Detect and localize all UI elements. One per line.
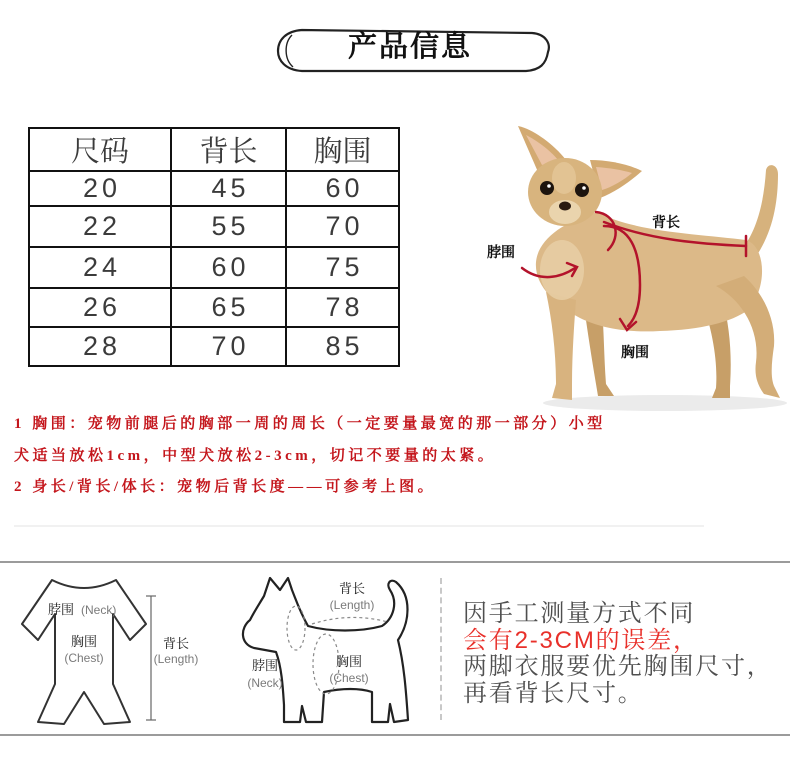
table-cell-back-length: 70 — [171, 327, 286, 366]
dog-eye-left — [540, 181, 554, 195]
dog-length-label-en: (Length) — [329, 598, 375, 612]
table-row — [29, 206, 399, 247]
faint-divider — [14, 525, 704, 527]
size-table — [28, 127, 400, 367]
garment-length-label-en: (Length) — [153, 652, 199, 666]
disclaimer-line: 再看背长尺寸。 — [463, 679, 644, 707]
dog-outline-diagram — [230, 570, 430, 735]
table-cell-chest: 70 — [286, 206, 399, 247]
page-title: 产品信息 — [347, 31, 472, 63]
table-cell-size: 24 — [29, 247, 171, 288]
garment-chest-label: 胸围 — [70, 634, 98, 649]
table-cell-chest: 78 — [286, 288, 399, 327]
note-line: 1 胸围：宠物前腿后的胸部一周的周长（一定要量最宽的那一部分）小型 — [14, 416, 606, 432]
table-cell-size: 20 — [29, 171, 171, 206]
section-divider-top — [0, 561, 790, 563]
measurement-disclaimer — [463, 601, 773, 707]
table-row — [29, 171, 399, 206]
note-line: 2 身长/背长/体长：宠物后背长度——可参考上图。 — [14, 479, 437, 495]
garment-length-label: 背长 — [162, 636, 190, 651]
dog-chest-label-en: (Chest) — [329, 671, 369, 685]
table-row — [29, 327, 399, 366]
length-dashed-arc — [312, 617, 388, 624]
disclaimer-line: 因手工测量方式不同 — [463, 600, 696, 627]
table-header-size: 尺码 — [29, 128, 171, 171]
table-cell-chest: 60 — [286, 171, 399, 206]
table-cell-back-length: 60 — [171, 247, 286, 288]
table-row — [29, 247, 399, 288]
garment-neck-label-en: (Neck) — [81, 603, 117, 617]
photo-label-back-length: 背长 — [652, 214, 680, 230]
photo-label-chest: 胸围 — [621, 344, 649, 360]
dog-chest-label: 胸围 — [335, 654, 363, 669]
dog-eye-right — [575, 183, 589, 197]
note-line: 犬适当放松1cm，中型犬放松2-3cm，切记不要量的太紧。 — [14, 447, 497, 464]
dog-neck-label: 脖围 — [251, 658, 279, 673]
dashed-separator — [440, 578, 442, 720]
disclaimer-line: 两脚衣服要优先胸围尺寸， — [463, 653, 773, 680]
dog-neck-label-en: (Neck) — [247, 676, 283, 690]
table-cell-size: 28 — [29, 327, 171, 366]
table-header-back-length: 背长 — [171, 128, 286, 171]
disclaimer-highlight-line: 会有2-3CM的误差， — [463, 626, 699, 654]
dog-nose — [559, 202, 571, 211]
dog-measurement-photo — [460, 112, 790, 417]
measurement-notes — [14, 409, 606, 504]
garment-neck-label: 脖围 — [48, 602, 75, 617]
table-cell-chest: 75 — [286, 247, 399, 288]
table-cell-chest: 85 — [286, 327, 399, 366]
table-cell-size: 22 — [29, 206, 171, 247]
table-cell-back-length: 65 — [171, 288, 286, 327]
dog-length-label: 背长 — [338, 581, 366, 596]
dog-near-front-leg — [546, 292, 576, 400]
table-cell-size: 26 — [29, 288, 171, 327]
dog-outline — [243, 578, 408, 722]
garment-diagram — [0, 570, 230, 735]
table-cell-back-length: 45 — [171, 171, 286, 206]
table-header-row — [29, 128, 399, 171]
chihuahua-illustration — [518, 126, 780, 400]
photo-label-neck: 脖围 — [487, 244, 515, 260]
garment-chest-label-en: (Chest) — [64, 651, 104, 665]
table-row — [29, 288, 399, 327]
dog-chest-highlight — [540, 240, 584, 300]
table-cell-back-length: 55 — [171, 206, 286, 247]
table-header-chest: 胸围 — [286, 128, 399, 171]
